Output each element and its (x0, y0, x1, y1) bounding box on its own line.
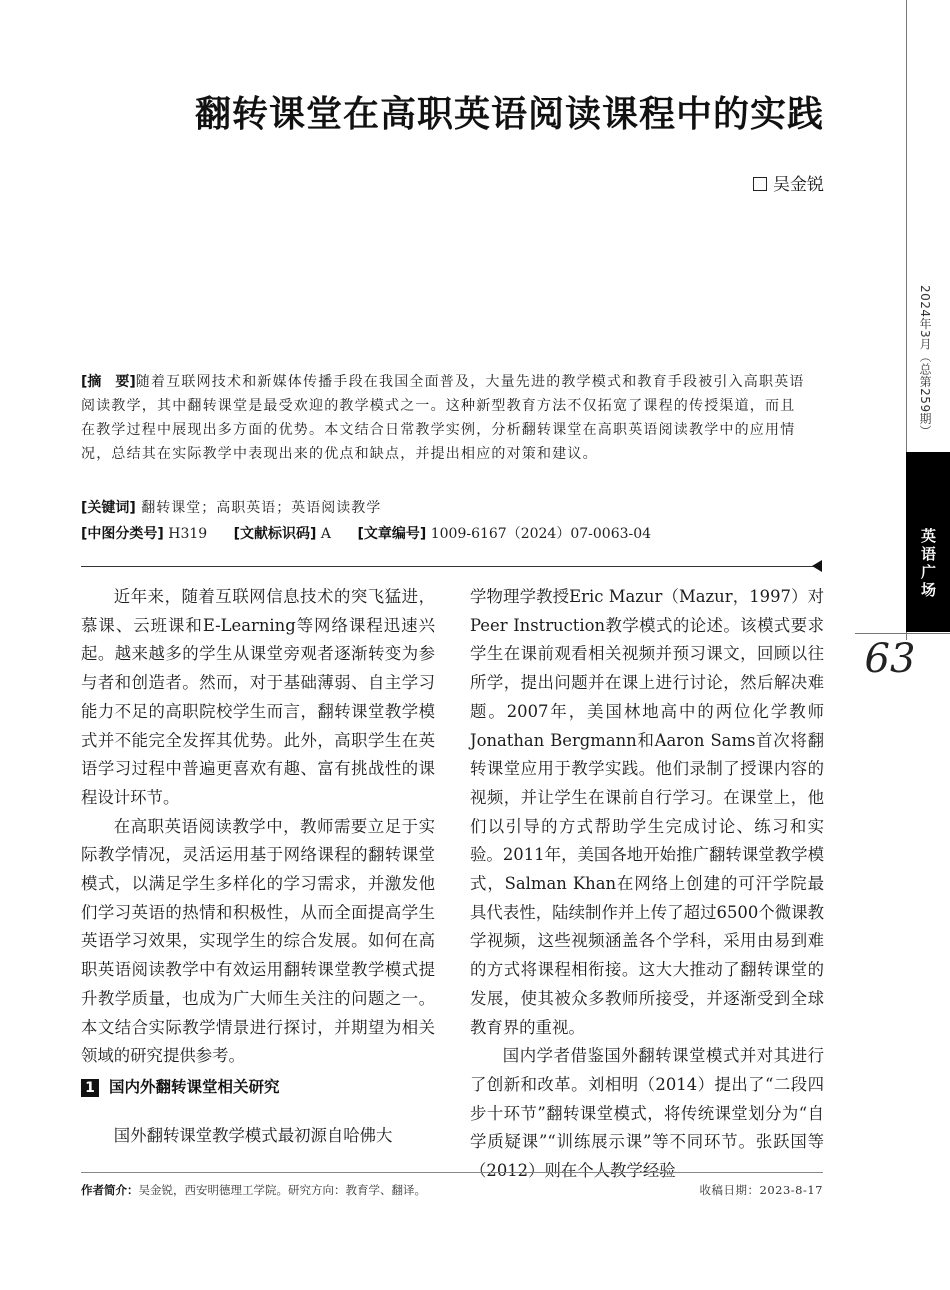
clc-value: H319 (168, 526, 208, 542)
keywords (81, 496, 805, 520)
keywords-text: 翻转课堂；高职英语；英语阅读教学 (141, 500, 382, 516)
body-paragraph: 在高职英语阅读教学中，教师需要立足于实际教学情况，灵活运用基于网络课程的翻转课堂模式，以满足学生多样化的学习需求，并激发他们学习英语的热情和积极性，从而全面提高学生英语学习效果，实现学生的综合发展。如何在高职英语阅读教学中有效运用翻转课堂教学模式提升教学质量，也成为广大师生关注的问题之一。本文结合实际教学情景进行探讨，并期望为相关领域的研究提供参考。 (81, 816, 435, 1066)
page-number: 63 (864, 636, 916, 682)
issue-info: 2024年3月（总第259期） (918, 285, 932, 438)
section-title: 国内外翻转课堂相关研究 (109, 1078, 280, 1096)
body-left-column (81, 583, 435, 1071)
column-tab: 英语广场 (906, 452, 950, 632)
body-paragraph: 国内学者借鉴国外翻转课堂模式并对其进行了创新和改革。刘相明（2014）提出了“二段四步十环节”翻转课堂模式，将传统课堂划分为“自学质疑课”“训练展示课”等不同环节。张跃国等（2012）则在个人教学经验 (470, 1046, 824, 1181)
body-paragraph: 学物理学教授Eric Mazur（Mazur，1997）对Peer Instruction教学模式的论述。该模式要求学生在课前观看相关视频并预习课文，回顾以往所学，提出问题并在课上进行讨论，然后解决难题。2007年，美国林地高中的两位化学教师Jonathan Bergmann和Aaron Sams首次将翻转课堂应用于教学实践。他们录制了授课内容的视频，并让学生在课前自行学习。在课堂上，他们以引导的方式帮助学生完成讨论、练习和实验。2011年，美国各地开始推广翻转课堂教学模式，Salman Khan在网络上创建的可汗学院最具代表性，陆续制作并上传了超过6500个微课教学视频，这些视频涵盖各个学科，采用由易到难的方式将课程相衔接。这大大推动了翻转课堂的发展，使其被众多教师所接受，并逐渐受到全球教育界的重视。 (470, 587, 824, 1037)
clc-label: [中图分类号] (81, 526, 164, 542)
author-name: 吴金锐 (773, 175, 824, 195)
doc-code-label: [文献标识码] (233, 526, 317, 542)
author-bio-text: 吴金锐，西安明德理工学院。研究方向：教育学、翻译。 (138, 1183, 426, 1197)
section-number: 1 (81, 1079, 99, 1097)
abstract-label: [摘 要] (81, 374, 136, 390)
author-line (600, 170, 824, 195)
separator-line (81, 566, 816, 567)
abstract-text: 随着互联网技术和新媒体传播手段在我国全面普及，大量先进的教学模式和教育手段被引入高职英语阅读教学，其中翻转课堂是最受欢迎的教学模式之一。这种新型教育方法不仅拓宽了课程的传授渠道，而且在教学过程中展现出多方面的优势。本文结合日常教学实例，分析翻转课堂在高职英语阅读教学中的应用情况，总结其在实际教学中表现出来的优点和缺点，并提出相应的对策和建议。 (81, 374, 805, 462)
body-paragraph: 国外翻转课堂教学模式最初源自哈佛大 (113, 1126, 393, 1145)
footer-divider (81, 1172, 823, 1173)
section-heading (81, 1075, 280, 1097)
page-number-rule (855, 633, 950, 634)
article-no-value: 1009-6167（2024）07-0063-04 (430, 526, 652, 542)
body-paragraph: 近年来，随着互联网信息技术的突飞猛进，慕课、云班课和E-Learning等网络课程迅速兴起。越来越多的学生从课堂旁观者逐渐转变为参与者和创造者。然而，对于基础薄弱、自主学习能力不足的高职院校学生而言，翻转课堂教学模式并不能完全发挥其优势。此外，高职学生在英语学习过程中普遍更喜欢有趣、富有挑战性的课程设计环节。 (81, 587, 435, 807)
footer (81, 1182, 823, 1198)
article-no-label: [文章编号] (357, 526, 427, 542)
received-date: 收稿日期：2023-8-17 (699, 1183, 823, 1197)
author-box-icon (753, 177, 767, 191)
author-bio-label: 作者简介： (81, 1183, 139, 1197)
keywords-label: [关键词] (81, 500, 136, 516)
doc-code-value: A (320, 526, 332, 542)
article-title: 翻转课堂在高职英语阅读课程中的实践 (194, 93, 824, 135)
separator-arrow-icon (812, 560, 822, 572)
classification-line (81, 522, 805, 546)
abstract (81, 370, 805, 466)
body-right-column (470, 583, 824, 1186)
